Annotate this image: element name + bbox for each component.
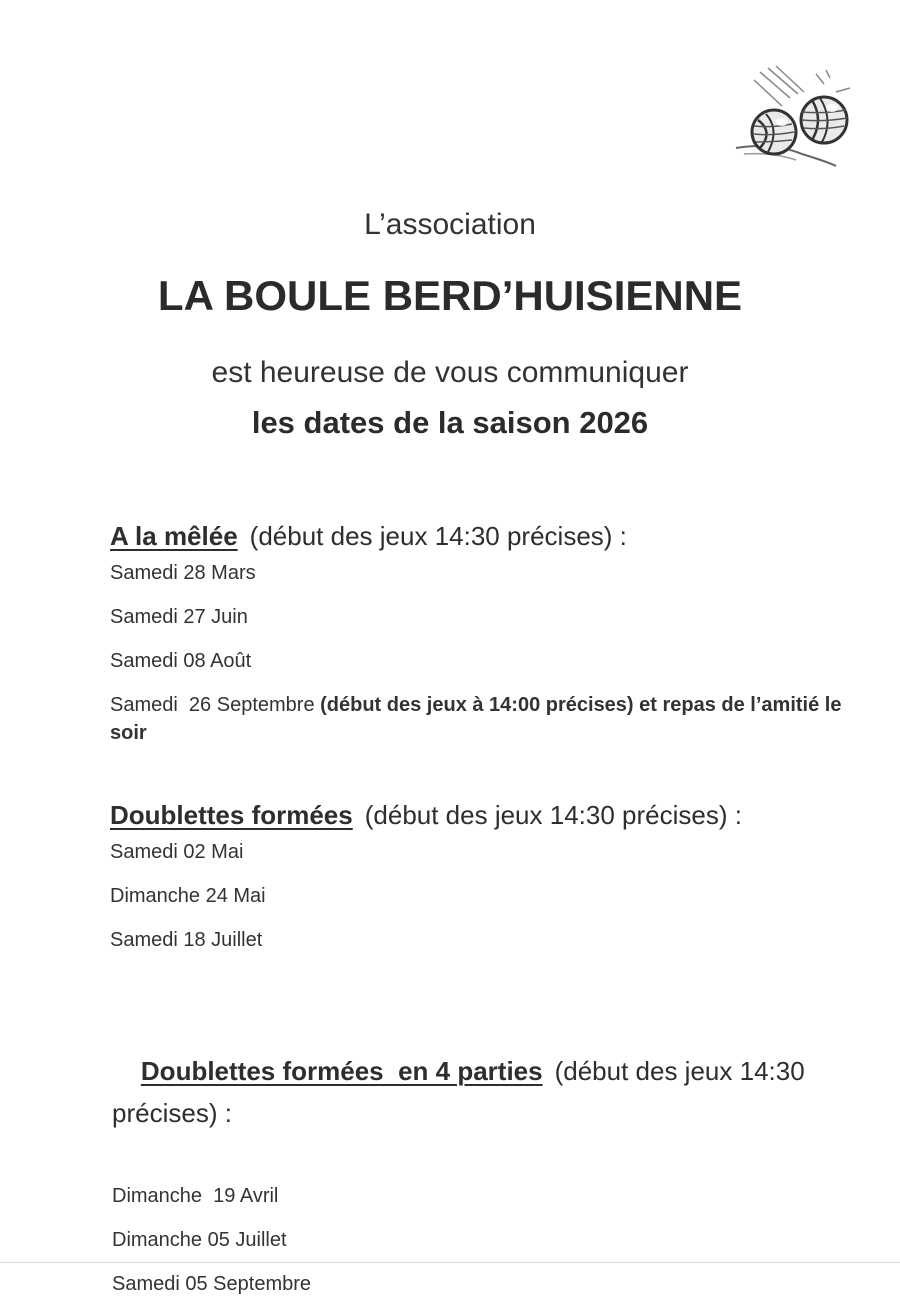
date-item bbox=[110, 647, 870, 675]
date-text: Samedi 18 Juillet bbox=[110, 929, 263, 951]
section-title: Doublettes formées bbox=[110, 800, 353, 830]
date-item bbox=[110, 559, 870, 587]
petanque-balls-icon bbox=[732, 62, 862, 177]
section-melee bbox=[110, 519, 870, 747]
date-bold-note: (début des jeux à 14:00 précises) et repas de l’amitié le soir bbox=[110, 694, 848, 744]
subtitle-text: est heureuse de vous communiquer bbox=[211, 356, 689, 389]
date-item bbox=[110, 603, 870, 631]
section-title: Doublettes formées en 4 parties bbox=[140, 1056, 543, 1086]
date-item bbox=[110, 691, 870, 747]
section-heading bbox=[110, 798, 870, 832]
date-item bbox=[110, 838, 870, 866]
date-item bbox=[112, 1270, 872, 1298]
date-text: Samedi 05 Septembre bbox=[112, 1273, 312, 1295]
date-text: Samedi 28 Mars bbox=[110, 562, 256, 584]
date-item bbox=[110, 926, 870, 954]
date-text: Dimanche 24 Mai bbox=[110, 885, 266, 907]
date-item bbox=[110, 882, 870, 910]
date-text: Samedi 27 Juin bbox=[110, 606, 248, 628]
section-heading bbox=[110, 519, 870, 553]
date-text: Dimanche 19 Avril bbox=[112, 1185, 279, 1207]
page-title: LA BOULE BERD’HUISIENNE bbox=[157, 272, 743, 319]
date-list bbox=[110, 559, 870, 747]
intro-text: L’association bbox=[364, 208, 536, 241]
page-edge-divider bbox=[0, 1262, 900, 1263]
date-list bbox=[110, 838, 870, 954]
date-text: Samedi 08 Août bbox=[110, 650, 252, 672]
section-doublettes-4-parties bbox=[112, 1008, 872, 1298]
date-list bbox=[112, 1182, 872, 1298]
section-note: (début des jeux 14:30 précises) : bbox=[112, 1056, 812, 1128]
section-note: (début des jeux 14:30 précises) : bbox=[364, 800, 742, 830]
section-doublettes bbox=[110, 798, 870, 954]
section-title: A la mêlée bbox=[110, 521, 238, 551]
section-note: (début des jeux 14:30 précises) : bbox=[249, 521, 627, 551]
section-heading bbox=[112, 1008, 872, 1176]
date-item bbox=[112, 1182, 872, 1210]
season-heading: les dates de la saison 2026 bbox=[251, 405, 649, 440]
date-text: Dimanche 05 Juillet bbox=[112, 1229, 287, 1251]
date-item bbox=[112, 1226, 872, 1254]
date-text: Samedi 02 Mai bbox=[110, 841, 244, 863]
date-text: Samedi 26 Septembre bbox=[110, 694, 321, 716]
